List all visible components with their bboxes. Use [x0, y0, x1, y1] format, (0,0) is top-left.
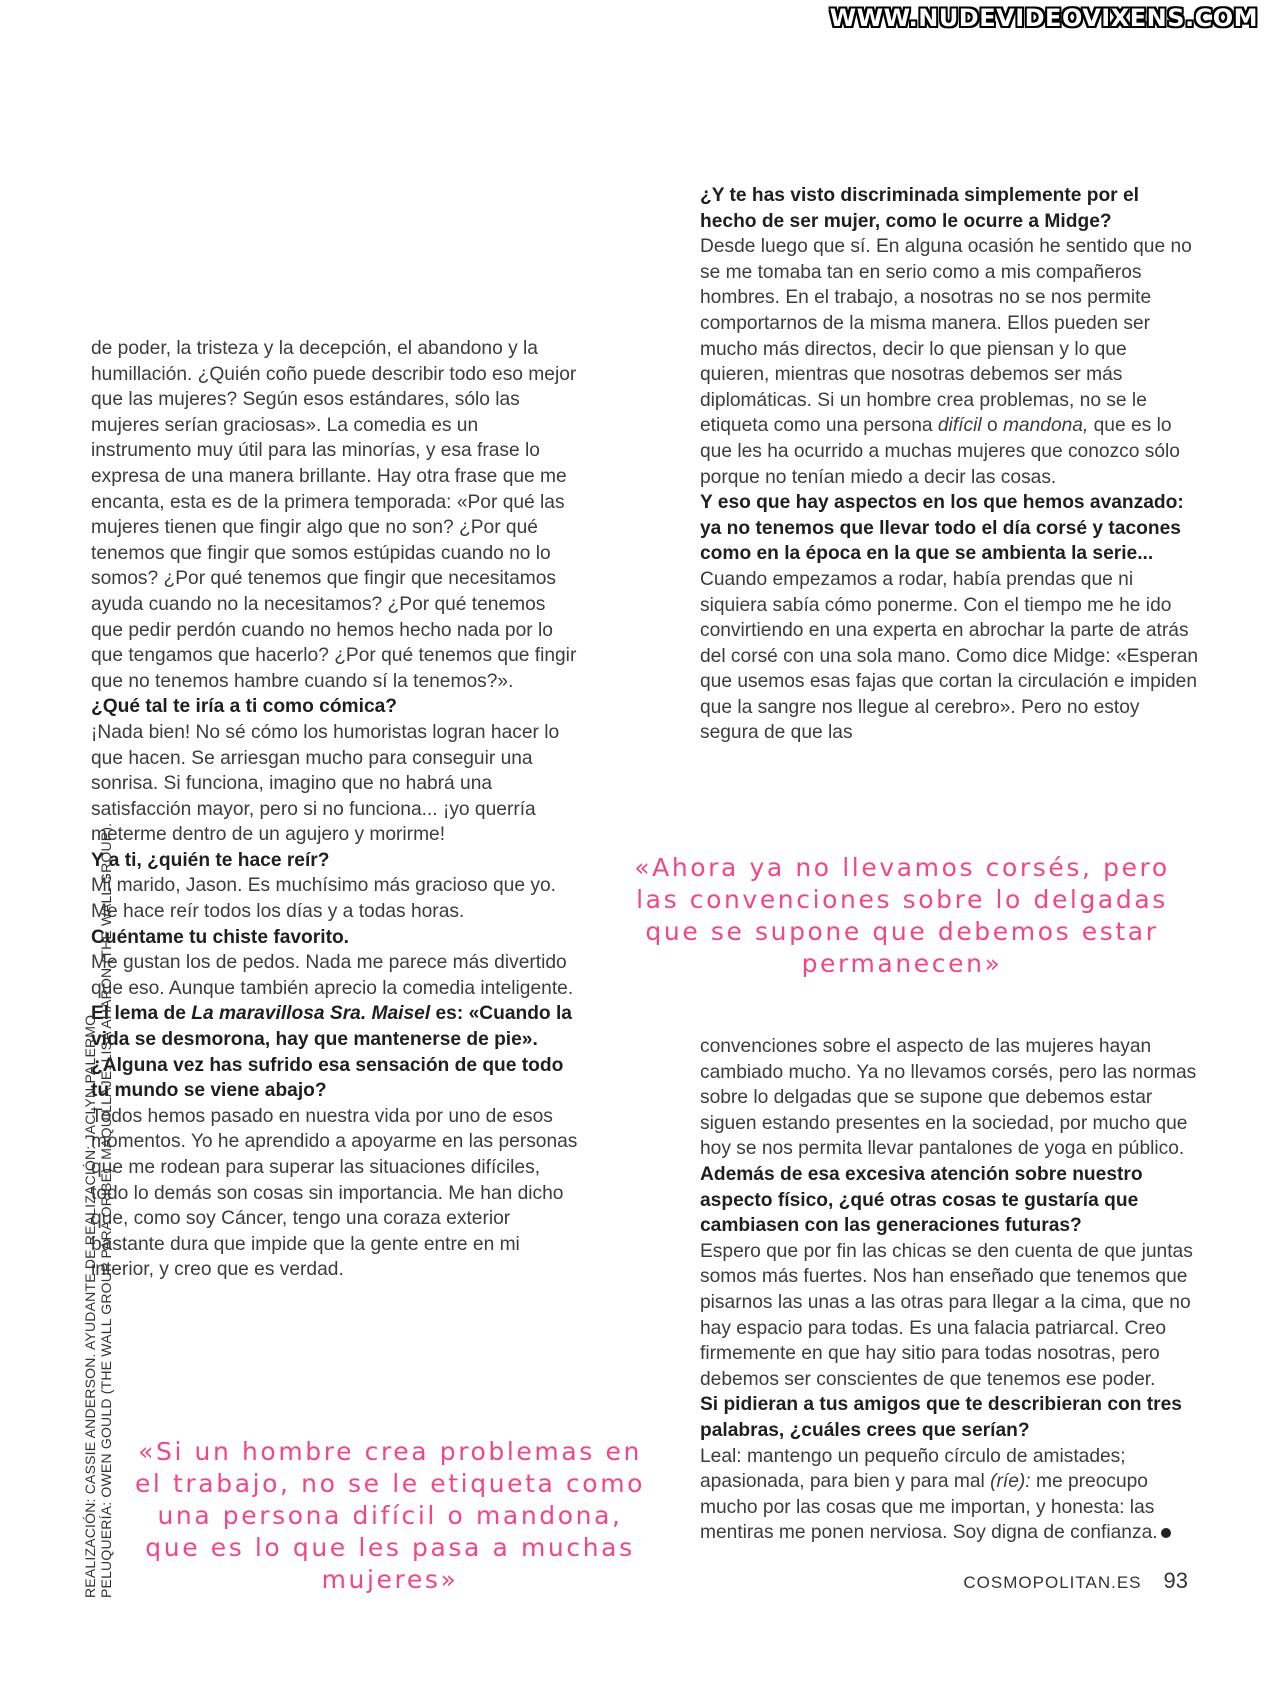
interview-question: Si pidieran a tus amigos que te describieran con tres palabras, ¿cuáles crees que serían?	[700, 1394, 1182, 1441]
answer-text: me preocupo mucho por las cosas que me importan, y honesta: las mentiras me ponen nerviosa. Soy digna de confianza.	[700, 1471, 1158, 1544]
answer-text: o	[981, 415, 1003, 437]
interview-question	[91, 1001, 581, 1103]
article-column-right-bottom	[700, 1034, 1200, 1546]
photo-credits	[82, 698, 114, 1598]
interview-question: Cuéntame tu chiste favorito.	[91, 926, 350, 948]
interview-question: ¿Y te has visto discriminada simplemente por el hecho de ser mujer, como le ocurre a Midge?	[700, 185, 1139, 232]
pull-quote-left: «Si un hombre crea problemas en el trabajo, no se le etiqueta como una persona difícil o mandona, que es lo que les pasa a muchas mujeres»	[134, 1437, 646, 1594]
question-text: El lema de	[91, 1003, 192, 1025]
question-text: es: «Cuando la vida se desmorona, hay que mantenerse de pie». ¿Alguna vez has sufrido esa sensación de que todo tu mundo se viene abajo?	[91, 1003, 572, 1102]
show-title: La maravillosa Sra. Maisel	[191, 1003, 431, 1025]
interview-question: Y eso que hay aspectos en los que hemos avanzado: ya no tenemos que llevar todo el día corsé y tacones como en la época en la que se ambienta la serie...	[700, 492, 1184, 565]
page-footer	[963, 1568, 1188, 1594]
interview-question: Además de esa excesiva atención sobre nuestro aspecto físico, ¿qué otras cosas te gustaría que cambiasen con las generaciones futuras?	[700, 1163, 1143, 1237]
interview-answer: Cuando empezamos a rodar, había prendas que ni siquiera sabía cómo ponerme. Con el tiempo me he ido convirtiendo en una experta en abrochar la parte de atrás del corsé con una sola mano. Como dice Midge: «Esperan que usemos esas fajas que cortan la circulación e impiden que la sangre nos llegue al cerebro». Pero no estoy segura de que las	[700, 568, 1199, 744]
pull-quote-right: «Ahora ya no llevamos corsés, pero las convenciones sobre lo delgadas que se supone que debemos estar permanecen»	[634, 853, 1170, 978]
answer-text: Desde luego que sí. En alguna ocasión he sentido que no se me tomaba tan en serio como a mis compañeros hombres. En el trabajo, a nosotras no se nos permite comportarnos de la misma manera. Ellos pueden ser mucho más directos, decir lo que piensan y lo que quieren, mientras que nosotras debemos ser más diplomáticas. Si un hombre crea problemas, no se le etiqueta como una persona	[700, 236, 1192, 437]
interview-answer: Espero que por fin las chicas se den cuenta de que juntas somos más fuertes. Nos han enseñado que tenemos que pisarnos las unas a las otras para llegar a la cima, que no hay espacio para todas. Es una falacia patriarcal. Creo firmemente en que hay sitio para todas nosotras, pero debemos ser conscientes de que tenemos ese poder.	[700, 1240, 1193, 1390]
interview-question: Y a ti, ¿quién te hace reír?	[91, 849, 330, 871]
answer-emphasis: (ríe):	[990, 1471, 1031, 1493]
interview-answer: Todos hemos pasado en nuestra vida por uno de esos momentos. Yo he aprendido a apoyarme en las personas que me rodean para superar las situaciones difíciles, todo lo demás son cosas sin importancia. Me han dicho que, como soy Cáncer, tengo una coraza exterior bastante dura que impide que la gente entre en mi interior, y creo que es verdad.	[91, 1105, 578, 1281]
interview-answer: de poder, la tristeza y la decepción, el abandono y la humillación. ¿Quién coño puede describir todo eso mejor que las mujeres? Según esos estándares, sólo las mujeres serían graciosas». La comedia es un instrumento muy útil para las minorías, y esa frase lo expresa de una manera brillante. Hay otra frase que me encanta, esta es de la primera temporada: «Por qué las mujeres tienen que fingir algo que no son? ¿Por qué tenemos que fingir que somos estúpidas cuando no lo somos? ¿Por qué tenemos que fingir que necesitamos ayuda cuando no la necesitamos? ¿Por qué tenemos que pedir perdón cuando no hemos hecho nada por lo que tengamos que hacerlo? ¿Por qué tenemos que fingir que no tenemos hambre cuando sí la tenemos?».	[91, 338, 577, 692]
interview-answer: Mi marido, Jason. Es muchísimo más gracioso que yo. Me hace reír todos los días y a todas horas.	[91, 875, 556, 923]
article-column-left	[91, 336, 581, 1283]
interview-answer: convenciones sobre el aspecto de las mujeres hayan cambiado mucho. Ya no llevamos corsés, pero las normas sobre lo delgadas que se supone que debemos estar siguen estando presentes en la sociedad, por mucho que hoy se nos permita llevar pantalones de yoga en público.	[700, 1036, 1197, 1160]
interview-question: ¿Qué tal te iría a ti como cómica?	[91, 696, 398, 718]
credits-line-2: PELUQUERÍA: OWEN GOULD (THE WALL GROUP PARA ORIBE). MAQUILLAJE: LISA AHARON (THE WALL GROUP).	[98, 822, 114, 1598]
interview-answer	[700, 234, 1200, 490]
interview-answer: ¡Nada bien! No sé cómo los humoristas logran hacer lo que hacen. Se arriesgan mucho para conseguir una sonrisa. Si funciona, imagino que no habrá una satisfacción mayor, pero si no funciona... ¡yo querría meterme dentro de un agujero y morirme!	[91, 721, 560, 846]
watermark: WWW.NUDEVIDEOVIXENS.COM	[829, 4, 1258, 32]
article-column-right-top	[700, 183, 1200, 746]
answer-text: Leal: mantengo un pequeño círculo de amistades; apasionada, para bien y para mal	[700, 1445, 1126, 1493]
article-end-mark	[1161, 1528, 1171, 1538]
interview-answer: Me gustan los de pedos. Nada me parece más divertido que eso. Aunque también aprecio la comedia inteligente.	[91, 952, 574, 999]
magazine-site: COSMOPOLITAN.ES	[963, 1573, 1142, 1592]
answer-emphasis: difícil	[937, 415, 982, 437]
credits-line-1: REALIZACIÓN: CASSIE ANDERSON. AYUDANTE DE REALIZACIÓN: JACLYN PALERMO.	[82, 1010, 98, 1598]
page-number: 93	[1163, 1568, 1188, 1593]
answer-emphasis: mandona,	[1002, 415, 1089, 437]
interview-answer	[700, 1444, 1200, 1546]
answer-text: que es lo que les ha ocurrido a muchas mujeres que conozco sólo porque no tenían miedo a decir las cosas.	[700, 415, 1180, 488]
